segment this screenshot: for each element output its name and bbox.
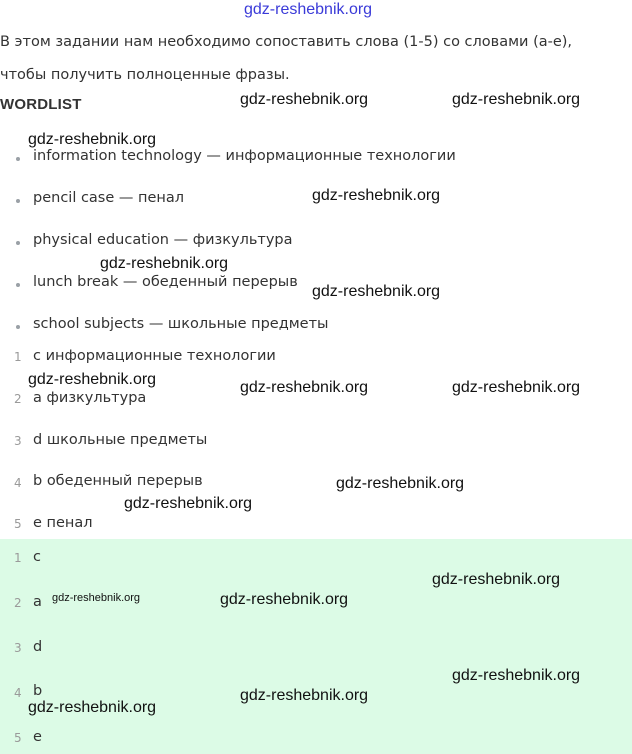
watermark: gdz-reshebnik.org (240, 687, 369, 704)
watermark: gdz-reshebnik.org (240, 379, 369, 396)
match-text: b обеденный перерыв (33, 473, 203, 489)
answer-number: 1 (14, 551, 22, 565)
watermark: gdz-reshebnik.org (312, 283, 441, 300)
intro-line-2: чтобы получить полноценные фразы. (0, 67, 290, 83)
watermark: gdz-reshebnik.org (28, 371, 157, 388)
answer-number: 3 (14, 641, 22, 655)
match-number: 4 (14, 476, 22, 490)
answer-number: 5 (14, 731, 22, 745)
watermark: gdz-reshebnik.org (452, 667, 581, 684)
match-text: d школьные предметы (33, 432, 208, 448)
site-watermark-top: gdz-reshebnik.org (244, 1, 373, 18)
match-number: 2 (14, 392, 22, 406)
answer-text: e (33, 729, 42, 745)
watermark: gdz-reshebnik.org (312, 187, 441, 204)
match-number: 1 (14, 350, 22, 364)
bullet-icon (16, 241, 20, 245)
watermark: gdz-reshebnik.org (100, 255, 229, 272)
wordlist-item: information technology — информационные технологии (33, 148, 456, 164)
wordlist-heading: WORDLIST (0, 96, 82, 113)
watermark: gdz-reshebnik.org (124, 495, 253, 512)
watermark: gdz-reshebnik.org (28, 131, 157, 148)
wordlist-item: physical education — физкультура (33, 232, 293, 248)
answer-number: 2 (14, 596, 22, 610)
watermark: gdz-reshebnik.org (452, 379, 581, 396)
bullet-icon (16, 199, 20, 203)
match-text: a физкультура (33, 390, 147, 406)
intro-line-1: В этом задании нам необходимо сопоставить слова (1-5) со словами (a-e), (0, 34, 573, 50)
watermark: gdz-reshebnik.org (452, 91, 581, 108)
watermark: gdz-reshebnik.org (52, 592, 141, 604)
answer-number: 4 (14, 686, 22, 700)
match-text: e пенал (33, 515, 93, 531)
wordlist-item: school subjects — школьные предметы (33, 316, 329, 332)
bullet-icon (16, 157, 20, 161)
match-text: c информационные технологии (33, 348, 276, 364)
match-number: 3 (14, 434, 22, 448)
answer-text: b (33, 683, 43, 699)
watermark: gdz-reshebnik.org (220, 591, 349, 608)
wordlist-item: pencil case — пенал (33, 190, 185, 206)
wordlist-item: lunch break — обеденный перерыв (33, 274, 298, 290)
watermark: gdz-reshebnik.org (240, 91, 369, 108)
answer-text: d (33, 639, 43, 655)
watermark: gdz-reshebnik.org (432, 571, 561, 588)
match-number: 5 (14, 517, 22, 531)
watermark: gdz-reshebnik.org (28, 699, 157, 716)
answer-text: a (33, 594, 42, 610)
answer-text: c (33, 549, 41, 565)
watermark: gdz-reshebnik.org (336, 475, 465, 492)
bullet-icon (16, 283, 20, 287)
bullet-icon (16, 325, 20, 329)
